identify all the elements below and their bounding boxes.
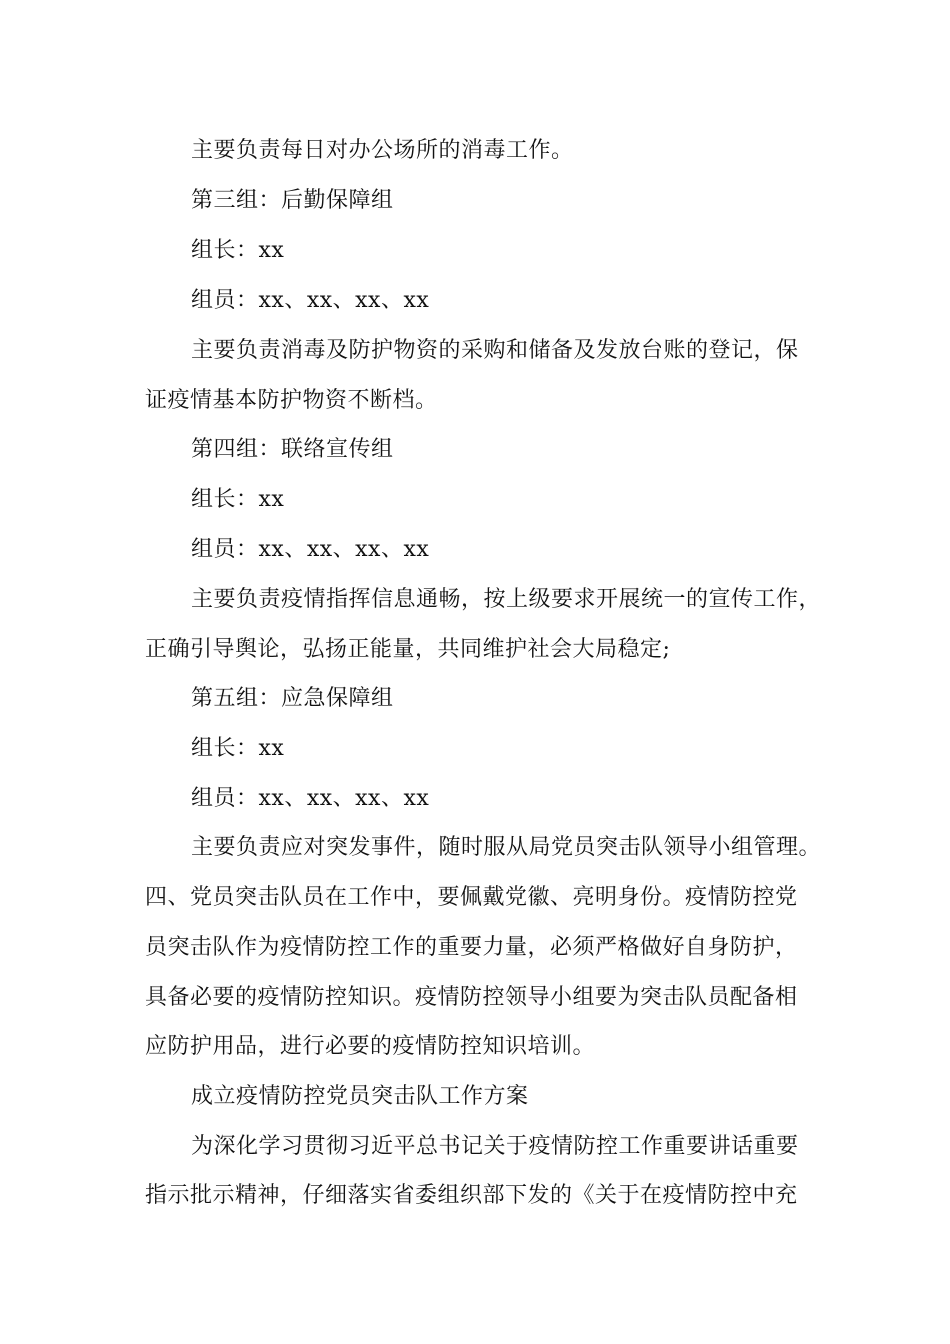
- paragraph-line: 主要负责疫情指挥信息通畅，按上级要求开展统一的宣传工作，: [191, 587, 822, 612]
- paragraph-line: 证疫情基本防护物资不断档。: [145, 388, 438, 413]
- paragraph-line: 主要负责消毒及防护物资的采购和储备及发放台账的登记，保: [191, 338, 799, 363]
- group-heading: 第四组：联络宣传组: [191, 437, 394, 462]
- paragraph-line: 员突击队作为疫情防控工作的重要力量，必须严格做好自身防护，: [145, 935, 798, 960]
- paragraph-line: 为深化学习贯彻习近平总书记关于疫情防控工作重要讲话重要: [191, 1134, 799, 1159]
- paragraph-line: 应防护用品，进行必要的疫情防控知识培训。: [145, 1034, 596, 1059]
- paragraph-line: 主要负责应对突发事件，随时服从局党员突击队领导小组管理。: [191, 835, 822, 860]
- group-members-line: 组员：xx、xx、xx、xx: [191, 537, 430, 562]
- section-title: 成立疫情防控党员突击队工作方案: [191, 1084, 529, 1109]
- paragraph-line: 具备必要的疫情防控知识。疫情防控领导小组要为突击队员配备相: [145, 985, 798, 1010]
- group-leader-line: 组长：xx: [191, 487, 285, 512]
- group-heading: 第三组：后勤保障组: [191, 188, 394, 213]
- paragraph-line: 四、党员突击队员在工作中，要佩戴党徽、亮明身份。疫情防控党: [145, 885, 798, 910]
- group-members-line: 组员：xx、xx、xx、xx: [191, 288, 430, 313]
- group-members-line: 组员：xx、xx、xx、xx: [191, 786, 430, 811]
- group-heading: 第五组：应急保障组: [191, 686, 394, 711]
- group-leader-line: 组长：xx: [191, 238, 285, 263]
- paragraph-line: 主要负责每日对办公场所的消毒工作。: [191, 138, 574, 163]
- paragraph-line: 指示批示精神，仔细落实省委组织部下发的《关于在疫情防控中充: [145, 1183, 798, 1208]
- paragraph-line: 正确引导舆论，弘扬正能量，共同维护社会大局稳定;: [145, 637, 671, 662]
- group-leader-line: 组长：xx: [191, 736, 285, 761]
